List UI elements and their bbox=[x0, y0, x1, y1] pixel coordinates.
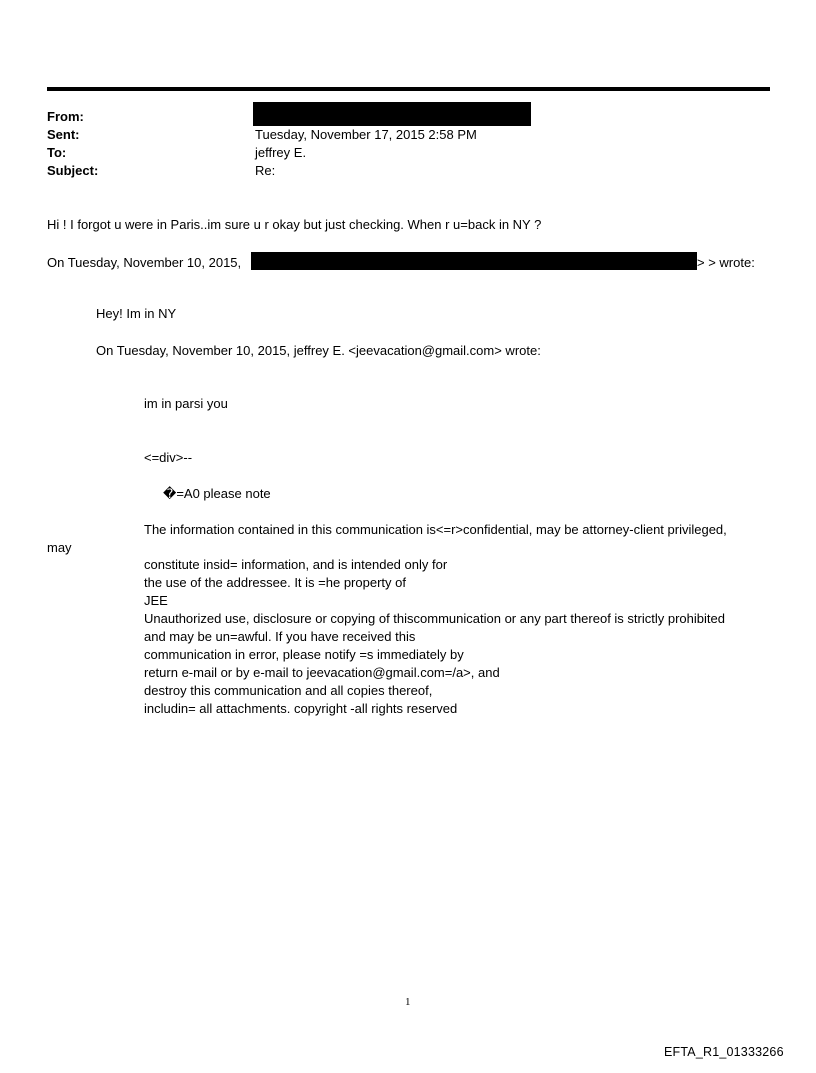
subject-value: Re: bbox=[255, 163, 276, 178]
to-value: jeffrey E. bbox=[255, 145, 307, 160]
disclaimer-line: destroy this communication and all copies thereof, bbox=[144, 683, 433, 698]
header-rule bbox=[47, 87, 770, 91]
disclaimer-line-1: The information contained in this communication is<=r>confidential, may be attorney-client privileged, bbox=[144, 522, 727, 537]
quote1-prefix: On Tuesday, November 10, 2015, bbox=[47, 255, 242, 270]
quote2-header: On Tuesday, November 10, 2015, jeffrey E. <jeevacation@gmail.com> wrote: bbox=[96, 343, 541, 358]
please-note: �=A0 please note bbox=[163, 486, 271, 501]
disclaimer-wrap: may bbox=[47, 540, 72, 555]
quote1-suffix: > > wrote: bbox=[697, 255, 755, 270]
div-marker: <=div>-- bbox=[144, 450, 193, 465]
sent-value: Tuesday, November 17, 2015 2:58 PM bbox=[255, 127, 477, 142]
disclaimer-line: communication in error, please notify =s immediately by bbox=[144, 647, 464, 662]
disclaimer-line: constitute insid= information, and is intended only for bbox=[144, 557, 448, 572]
reply2-text: im in parsi you bbox=[144, 396, 228, 411]
disclaimer-line: JEE bbox=[144, 593, 168, 608]
disclaimer-line: return e-mail or by e-mail to jeevacation@gmail.com=/a>, and bbox=[144, 665, 500, 680]
redacted-quote-sender bbox=[251, 252, 697, 270]
subject-label: Subject: bbox=[47, 163, 99, 178]
disclaimer-line: Unauthorized use, disclosure or copying of thiscommunication or any part thereof is strictly prohibited bbox=[144, 611, 725, 626]
page-number: 1 bbox=[405, 996, 411, 1008]
sent-label: Sent: bbox=[47, 127, 80, 142]
disclaimer-line: includin= all attachments. copyright -all rights reserved bbox=[144, 701, 458, 716]
disclaimer-line: and may be un=awful. If you have received this bbox=[144, 629, 416, 644]
bates-number: EFTA_R1_01333266 bbox=[664, 1045, 784, 1059]
message-body: Hi ! I forgot u were in Paris..im sure u r okay but just checking. When r u=back in NY ? bbox=[47, 217, 542, 232]
to-label: To: bbox=[47, 145, 67, 160]
from-label: From: bbox=[47, 109, 84, 124]
redacted-sender bbox=[253, 102, 531, 126]
reply1-text: Hey! Im in NY bbox=[96, 306, 177, 321]
disclaimer-line: the use of the addressee. It is =he property of bbox=[144, 575, 406, 590]
